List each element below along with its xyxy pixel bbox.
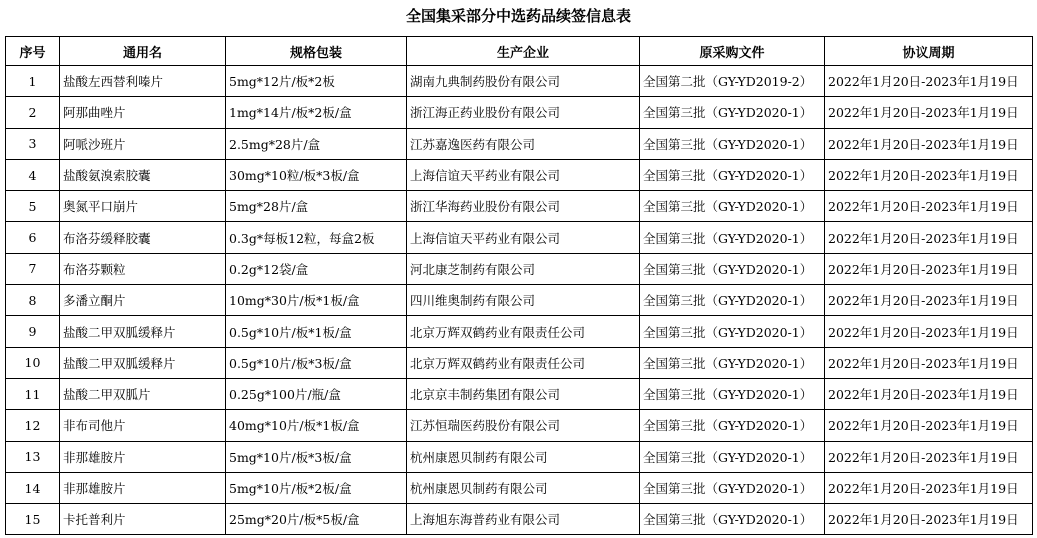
cell-spec-package: 0.5g*10片/板*3板/盒 [226, 347, 407, 378]
cell-spec-package: 30mg*10粒/板*3板/盒 [226, 159, 407, 190]
cell-manufacturer: 杭州康恩贝制药有限公司 [407, 441, 640, 472]
cell-agreement-period: 2022年1月20日-2023年1月19日 [825, 504, 1033, 535]
cell-agreement-period: 2022年1月20日-2023年1月19日 [825, 347, 1033, 378]
cell-original-document: 全国第三批（GY-YD2020-1） [640, 285, 825, 316]
cell-manufacturer: 浙江海正药业股份有限公司 [407, 97, 640, 128]
cell-manufacturer: 浙江华海药业股份有限公司 [407, 191, 640, 222]
cell-generic-name: 盐酸氨溴索胶囊 [60, 159, 226, 190]
table-row [6, 410, 1033, 441]
cell-spec-package: 0.2g*12袋/盒 [226, 253, 407, 284]
cell-manufacturer: 北京京丰制药集团有限公司 [407, 378, 640, 409]
cell-original-document: 全国第三批（GY-YD2020-1） [640, 504, 825, 535]
cell-agreement-period: 2022年1月20日-2023年1月19日 [825, 222, 1033, 253]
table-row [6, 441, 1033, 472]
cell-generic-name: 布洛芬缓释胶囊 [60, 222, 226, 253]
cell-seq: 5 [6, 191, 60, 222]
cell-generic-name: 非布司他片 [60, 410, 226, 441]
table-row [6, 128, 1033, 159]
cell-original-document: 全国第三批（GY-YD2020-1） [640, 472, 825, 503]
cell-spec-package: 40mg*10片/板*1板/盒 [226, 410, 407, 441]
cell-seq: 6 [6, 222, 60, 253]
cell-agreement-period: 2022年1月20日-2023年1月19日 [825, 472, 1033, 503]
table-row [6, 316, 1033, 347]
cell-seq: 9 [6, 316, 60, 347]
cell-agreement-period: 2022年1月20日-2023年1月19日 [825, 378, 1033, 409]
cell-spec-package: 1mg*14片/板*2板/盒 [226, 97, 407, 128]
cell-manufacturer: 北京万辉双鹤药业有限责任公司 [407, 347, 640, 378]
cell-seq: 15 [6, 504, 60, 535]
cell-manufacturer: 四川维奥制药有限公司 [407, 285, 640, 316]
cell-seq: 4 [6, 159, 60, 190]
cell-spec-package: 5mg*12片/板*2板 [226, 66, 407, 97]
table-row [6, 504, 1033, 535]
cell-seq: 14 [6, 472, 60, 503]
cell-generic-name: 非那雄胺片 [60, 441, 226, 472]
cell-seq: 8 [6, 285, 60, 316]
header-agreement-period: 协议周期 [825, 37, 1033, 66]
cell-original-document: 全国第三批（GY-YD2020-1） [640, 191, 825, 222]
cell-manufacturer: 河北康芝制药有限公司 [407, 253, 640, 284]
drug-renewal-table [5, 36, 1033, 535]
table-row [6, 97, 1033, 128]
header-spec-package: 规格包装 [226, 37, 407, 66]
cell-generic-name: 阿哌沙班片 [60, 128, 226, 159]
cell-manufacturer: 上海信谊天平药业有限公司 [407, 159, 640, 190]
cell-original-document: 全国第三批（GY-YD2020-1） [640, 222, 825, 253]
cell-original-document: 全国第三批（GY-YD2020-1） [640, 253, 825, 284]
cell-seq: 13 [6, 441, 60, 472]
header-generic-name: 通用名 [60, 37, 226, 66]
cell-original-document: 全国第三批（GY-YD2020-1） [640, 128, 825, 159]
table-row [6, 472, 1033, 503]
cell-generic-name: 多潘立酮片 [60, 285, 226, 316]
cell-original-document: 全国第三批（GY-YD2020-1） [640, 441, 825, 472]
cell-generic-name: 卡托普利片 [60, 504, 226, 535]
cell-seq: 12 [6, 410, 60, 441]
cell-seq: 7 [6, 253, 60, 284]
cell-original-document: 全国第三批（GY-YD2020-1） [640, 159, 825, 190]
table-row [6, 285, 1033, 316]
table-row [6, 253, 1033, 284]
cell-original-document: 全国第三批（GY-YD2020-1） [640, 378, 825, 409]
cell-seq: 2 [6, 97, 60, 128]
table-body [6, 66, 1033, 535]
cell-original-document: 全国第三批（GY-YD2020-1） [640, 410, 825, 441]
cell-original-document: 全国第二批（GY-YD2019-2） [640, 66, 825, 97]
table-row [6, 347, 1033, 378]
cell-spec-package: 5mg*10片/板*3板/盒 [226, 441, 407, 472]
cell-generic-name: 盐酸二甲双胍缓释片 [60, 347, 226, 378]
table-row [6, 159, 1033, 190]
cell-agreement-period: 2022年1月20日-2023年1月19日 [825, 316, 1033, 347]
cell-generic-name: 盐酸二甲双胍片 [60, 378, 226, 409]
table-row [6, 222, 1033, 253]
cell-generic-name: 阿那曲唑片 [60, 97, 226, 128]
table-row [6, 378, 1033, 409]
cell-seq: 3 [6, 128, 60, 159]
cell-spec-package: 5mg*10片/板*2板/盒 [226, 472, 407, 503]
cell-generic-name: 布洛芬颗粒 [60, 253, 226, 284]
cell-seq: 10 [6, 347, 60, 378]
cell-manufacturer: 江苏嘉逸医药有限公司 [407, 128, 640, 159]
cell-spec-package: 5mg*28片/盒 [226, 191, 407, 222]
cell-manufacturer: 上海信谊天平药业有限公司 [407, 222, 640, 253]
cell-manufacturer: 北京万辉双鹤药业有限责任公司 [407, 316, 640, 347]
cell-agreement-period: 2022年1月20日-2023年1月19日 [825, 410, 1033, 441]
cell-spec-package: 0.5g*10片/板*1板/盒 [226, 316, 407, 347]
cell-generic-name: 非那雄胺片 [60, 472, 226, 503]
cell-manufacturer: 湖南九典制药股份有限公司 [407, 66, 640, 97]
table-header-row [6, 37, 1033, 66]
cell-original-document: 全国第三批（GY-YD2020-1） [640, 97, 825, 128]
cell-agreement-period: 2022年1月20日-2023年1月19日 [825, 159, 1033, 190]
cell-original-document: 全国第三批（GY-YD2020-1） [640, 347, 825, 378]
document-title: 全国集采部分中选药品续签信息表 [405, 7, 631, 25]
cell-original-document: 全国第三批（GY-YD2020-1） [640, 316, 825, 347]
table-row [6, 66, 1033, 97]
cell-agreement-period: 2022年1月20日-2023年1月19日 [825, 191, 1033, 222]
cell-generic-name: 盐酸左西替利嗪片 [60, 66, 226, 97]
cell-generic-name: 盐酸二甲双胍缓释片 [60, 316, 226, 347]
cell-spec-package: 0.3g*每板12粒，每盒2板 [226, 222, 407, 253]
cell-agreement-period: 2022年1月20日-2023年1月19日 [825, 97, 1033, 128]
cell-manufacturer: 上海旭东海普药业有限公司 [407, 504, 640, 535]
cell-seq: 1 [6, 66, 60, 97]
cell-manufacturer: 杭州康恩贝制药有限公司 [407, 472, 640, 503]
cell-manufacturer: 江苏恒瑞医药股份有限公司 [407, 410, 640, 441]
cell-agreement-period: 2022年1月20日-2023年1月19日 [825, 441, 1033, 472]
header-seq: 序号 [6, 37, 60, 66]
cell-spec-package: 0.25g*100片/瓶/盒 [226, 378, 407, 409]
cell-seq: 11 [6, 378, 60, 409]
header-manufacturer: 生产企业 [407, 37, 640, 66]
cell-spec-package: 2.5mg*28片/盒 [226, 128, 407, 159]
cell-generic-name: 奥氮平口崩片 [60, 191, 226, 222]
table-row [6, 191, 1033, 222]
cell-agreement-period: 2022年1月20日-2023年1月19日 [825, 285, 1033, 316]
header-original-document: 原采购文件 [640, 37, 825, 66]
cell-spec-package: 25mg*20片/板*5板/盒 [226, 504, 407, 535]
cell-spec-package: 10mg*30片/板*1板/盒 [226, 285, 407, 316]
cell-agreement-period: 2022年1月20日-2023年1月19日 [825, 66, 1033, 97]
cell-agreement-period: 2022年1月20日-2023年1月19日 [825, 253, 1033, 284]
cell-agreement-period: 2022年1月20日-2023年1月19日 [825, 128, 1033, 159]
